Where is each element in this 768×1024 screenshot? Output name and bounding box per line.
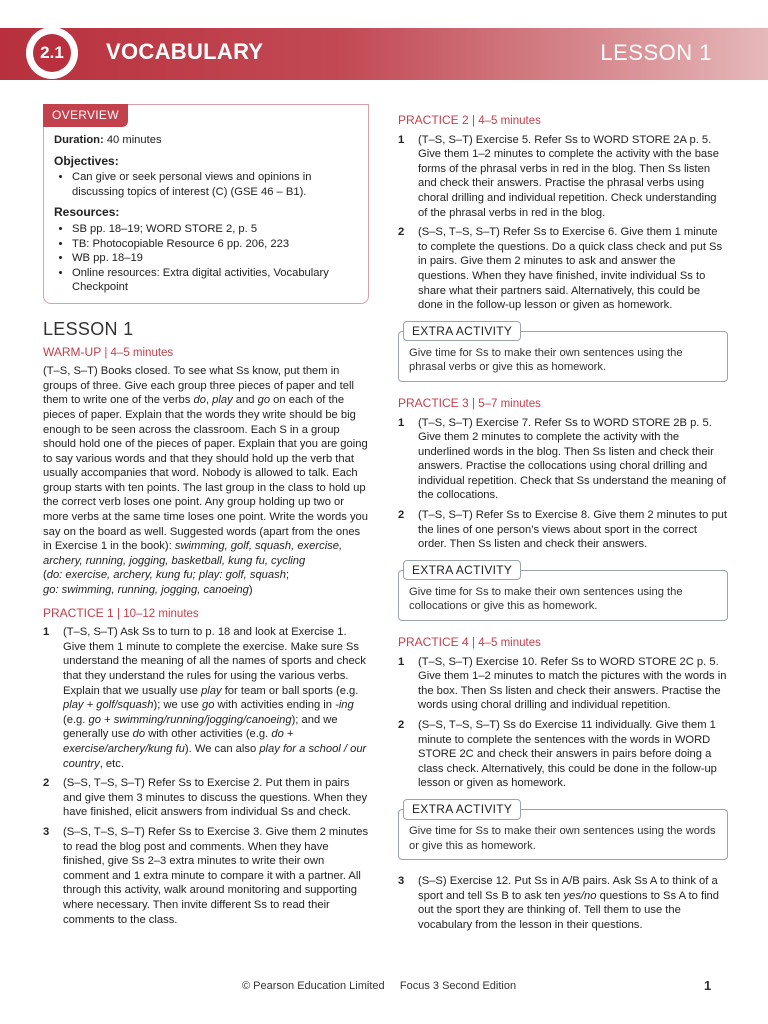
- unit-number: 2.1: [33, 34, 71, 72]
- objectives-label: Objectives:: [54, 153, 119, 168]
- practice1-item: 2 (S–S, T–S, S–T) Refer Ss to Exercise 2. Put them in pairs and give them 3 minutes to discuss the questions. When they have finished, elicit answers from individual Ss and check.: [43, 777, 368, 819]
- warmup-title: WARM-UP: [43, 344, 101, 359]
- resource-item: • Online resources: Extra digital activities, Vocabulary Checkpoint: [72, 266, 358, 295]
- extra-activity-box: [398, 323, 728, 382]
- practice4-duration: | 4–5 minutes: [472, 637, 541, 650]
- practice4-item: 2 (S–S, T–S, S–T) Ss do Exercise 11 individually. Give them 1 minute to complete the sentences with the words in WORD STORE 2C and check their answers in pairs before doing a class check. Alternatively, this could be done in the follow-up lesson or given as homework.: [398, 719, 717, 790]
- extra-activity-tab: EXTRA ACTIVITY: [403, 321, 521, 342]
- practice4-item: 1 (T–S, S–T) Exercise 10. Refer Ss to WORD STORE 2C p. 5. Give them 1–2 minutes to match the pictures with the words in the box. Then Ss listen and check their answers. Practise the words using choral drilling and individual repetition.: [398, 655, 727, 712]
- practice3-heading: [398, 396, 728, 412]
- practice3-title: PRACTICE 3: [398, 395, 469, 410]
- practice1-item: 1 (T–S, S–T) Ask Ss to turn to p. 18 and look at Exercise 1. Give them 1 minute to complete the exercise. Make sure Ss understand the meaning of all the names of sports and check that they understand the rules for using the various verbs. Explain that we usually use play for team or ball sports (e.g. play + golf/squash); we use go with activities ending in -ing (e.g. go + swimming/running/jogging/canoeing); and we generally use do with other activities (e.g. do + exercise/archery/kung fu). We can also play for a school / our country, etc.: [43, 626, 367, 770]
- warmup-text: (T–S, S–T) Books closed. To see what Ss know, put them in groups of three. Give each group three pieces of paper and tell them to write one of the verbs do, play and go on each of the pieces of paper. Explain that the words they write should be big enough to be seen across the classroom. Each S in a group should hold one of the pieces of paper. Explain that you are going to say various words and that they should hold up the verb that usually accompanies that word. Nobody is allowed to talk. Each group starts with ten points. The last group in the class to hold up the correct verb loses one point. Any group holding up two or more verbs at the same time loses one point. Write the words you say on the board as well. Suggested words (apart from the ones in Exercise 1 in the book): swimming, golf, squash, exercise, archery, running, jogging, basketball, kung fu, cycling (do: exercise, archery, kung fu; play: golf, squash; go: swimming, running, jogging, canoeing): [43, 365, 368, 597]
- extra-activity-tab: EXTRA ACTIVITY: [403, 799, 521, 820]
- resource-item: • TB: Photocopiable Resource 6 pp. 206, 223: [72, 237, 358, 252]
- extra-activity-box: [398, 562, 728, 621]
- practice1-title: PRACTICE 1: [43, 605, 114, 620]
- warmup-heading: [43, 345, 369, 361]
- extra-activity-text: Give time for Ss to make their own sentences using the collocations or give this as homework.: [409, 585, 683, 613]
- practice2-title: PRACTICE 2: [398, 113, 469, 127]
- resource-item: • WB pp. 18–19: [72, 251, 358, 266]
- practice1-item: 3 (S–S, T–S, S–T) Refer Ss to Exercise 3. Give them 2 minutes to read the blog post and comments. When they have finished, give Ss 2–3 extra minutes to write their own comment and 1 extra minute to compare it with a partner. All through this activity, walk around monitoring and supporting where necessary. Then invite different Ss to read their comments to the class.: [43, 825, 369, 926]
- practice2-heading: [398, 113, 728, 129]
- practice4-item: 3 (S–S) Exercise 12. Put Ss in A/B pairs. Ask Ss A to think of a sport and tell Ss B to ask ten yes/no questions to Ss A to find out the sport they are thinking of. Tell them to use the vocabulary from the lesson in their questions.: [398, 875, 720, 931]
- lesson-heading: LESSON 1: [43, 318, 134, 339]
- practice2-item: 2 (S–S, T–S, S–T) Refer Ss to Exercise 6. Give them 1 minute to complete the questions. Do a quick class check and put Ss in pairs. Give them 2 minutes to ask and answer the questions. When they have finished, invite individual Ss to share what their partners said. Alternatively, this could be done in the follow-up lesson or given as homework.: [398, 226, 723, 312]
- copyright-text: © Pearson Education Limited Focus 3 Second Edition: [242, 980, 517, 992]
- practice3-duration: | 5–7 minutes: [472, 397, 541, 410]
- extra-activity-box: [398, 801, 728, 860]
- duration-line: [54, 133, 358, 148]
- page-number: 1: [704, 978, 712, 993]
- objectives-list: [54, 170, 358, 199]
- overview-tab: OVERVIEW: [43, 104, 128, 127]
- practice1-duration: | 10–12 minutes: [117, 607, 199, 620]
- unit-badge: [30, 31, 74, 75]
- practice3-item: 2 (T–S, S–T) Refer Ss to Exercise 8. Give them 2 minutes to put the lines of one person’s views about sport in the correct order. Then Ss listen and check their answers.: [398, 509, 728, 551]
- lesson-label: LESSON 1: [600, 40, 712, 65]
- duration-label: Duration:: [54, 134, 104, 146]
- extra-activity-text: Give time for Ss to make their own sentences using the phrasal verbs or give this as homework.: [409, 346, 683, 374]
- extra-activity-text: Give time for Ss to make their own sentences using the words or give this as homework.: [409, 824, 716, 852]
- resources-list: [54, 222, 358, 295]
- practice1-heading: [43, 606, 369, 622]
- practice2-duration: | 4–5 minutes: [472, 115, 541, 127]
- warmup-duration: | 4–5 minutes: [104, 346, 174, 359]
- resources-label: Resources:: [54, 205, 120, 220]
- practice4-heading: [398, 635, 728, 651]
- section-title: VOCABULARY: [106, 39, 264, 64]
- overview-box: [43, 104, 369, 304]
- resource-item: • SB pp. 18–19; WORD STORE 2, p. 5: [72, 222, 358, 237]
- left-column: [43, 104, 369, 932]
- duration-value: 40 minutes: [106, 134, 162, 146]
- practice2-item: 1 (T–S, S–T) Exercise 5. Refer Ss to WORD STORE 2A p. 5. Give them 1–2 minutes to complete the activity with the base forms of the phrasal verbs in red in the blog. Then Ss listen and check their answers. Practise the phrasal verbs using choral drilling and individual repetition. Check understanding of the phrasal verbs in red in the blog.: [398, 133, 719, 219]
- extra-activity-tab: EXTRA ACTIVITY: [403, 560, 521, 581]
- practice4-title: PRACTICE 4: [398, 635, 469, 650]
- right-column: [398, 113, 728, 938]
- objective-item: • Can give or seek personal views and opinions in discussing topics of interest (C) (GSE 46 – B1).: [72, 170, 358, 199]
- practice3-item: 1 (T–S, S–T) Exercise 7. Refer Ss to WORD STORE 2B p. 5. Give them 2 minutes to complete the activity with the underlined words in the blog. Then Ss listen and check their answers. Practise the collocations using choral drilling and individual repetition. Check that Ss understand the meaning of the collocations.: [398, 416, 726, 502]
